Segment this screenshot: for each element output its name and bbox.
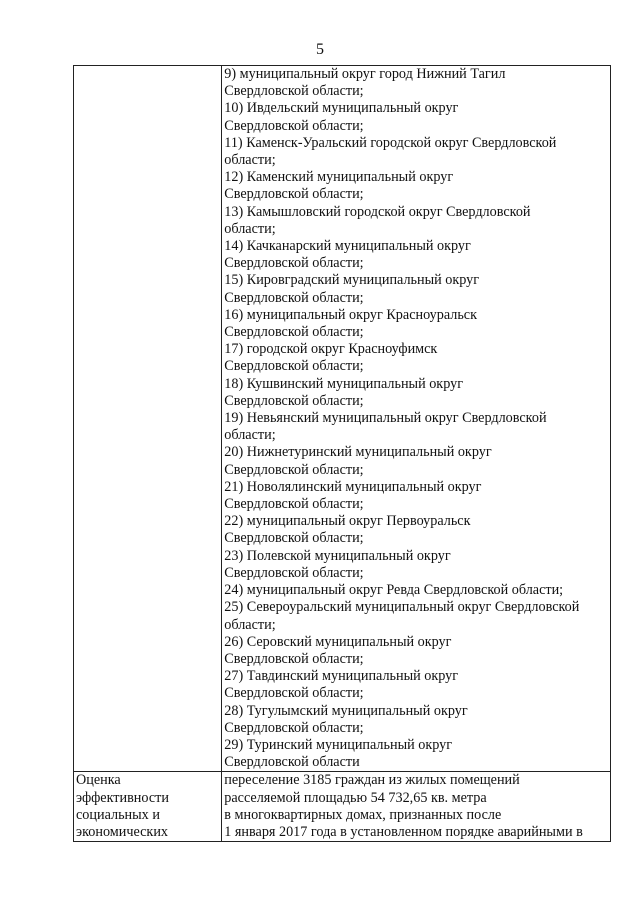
region-line: 25) Североуральский муниципальный округ Свердловской [224, 599, 580, 616]
region-line: 26) Серовский муниципальный округ [224, 633, 452, 650]
region-line: 11) Каменск-Уральский городской округ Свердловской [224, 134, 557, 151]
region-line: Свердловской области; [224, 117, 364, 134]
evaluation-label-line: социальных и [76, 806, 160, 823]
evaluation-label-cell [74, 772, 222, 842]
region-line: 21) Новолялинский муниципальный округ [224, 478, 482, 495]
region-line: Свердловской области; [224, 564, 364, 581]
region-line: 29) Туринский муниципальный округ [224, 736, 453, 753]
region-line: Свердловской области; [224, 358, 364, 375]
regions-label-cell [74, 66, 222, 772]
region-line: Свердловской области; [224, 685, 364, 702]
evaluation-label-line: Оценка [76, 772, 121, 789]
region-line: Свердловской области; [224, 289, 364, 306]
region-line: 12) Каменский муниципальный округ [224, 169, 454, 186]
region-line: области; [224, 220, 276, 237]
region-line: 23) Полевской муниципальный округ [224, 547, 451, 564]
region-line: 15) Кировградский муниципальный округ [224, 272, 480, 289]
region-line: 10) Ивдельский муниципальный округ [224, 100, 459, 117]
table-row-regions [74, 66, 611, 772]
region-line: области; [224, 616, 276, 633]
region-line: 16) муниципальный округ Красноуральск [224, 306, 477, 323]
region-line: Свердловской области; [224, 83, 364, 100]
region-line: 24) муниципальный округ Ревда Свердловской области; [224, 582, 564, 599]
document-table [73, 65, 611, 842]
evaluation-text-line: расселяемой площадью 54 732,65 кв. метра [224, 789, 487, 806]
region-line: Свердловской области; [224, 719, 364, 736]
evaluation-text-cell [222, 772, 611, 842]
region-line: Свердловской области; [224, 324, 364, 341]
regions-list-cell [222, 66, 611, 772]
region-line: Свердловской области; [224, 392, 364, 409]
region-line: Свердловской области; [224, 650, 364, 667]
evaluation-text-line: 1 января 2017 года в установленном порядке аварийными в [224, 823, 583, 840]
region-line: 27) Тавдинский муниципальный округ [224, 668, 459, 685]
region-line: Свердловской области; [224, 186, 364, 203]
region-line: Свердловской области; [224, 461, 364, 478]
evaluation-text-line: переселение 3185 граждан из жилых помещений [224, 772, 520, 789]
evaluation-text-line: в многоквартирных домах, признанных после [224, 806, 502, 823]
region-line: 18) Кушвинский муниципальный округ [224, 375, 464, 392]
region-line: 14) Качканарский муниципальный округ [224, 238, 471, 255]
region-line: Свердловской области; [224, 530, 364, 547]
region-line: 9) муниципальный округ город Нижний Тагил [224, 66, 506, 82]
region-line: 20) Нижнетуринский муниципальный округ [224, 444, 492, 461]
region-line: 13) Камышловский городской округ Свердловской [224, 203, 531, 220]
region-line: Свердловской области [224, 754, 360, 771]
region-line: 19) Невьянский муниципальный округ Свердловской [224, 410, 547, 427]
region-line: Свердловской области; [224, 496, 364, 513]
evaluation-label-line: экономических [76, 823, 169, 840]
region-line: 17) городской округ Красноуфимск [224, 341, 438, 358]
region-line: 28) Тугулымский муниципальный округ [224, 702, 468, 719]
evaluation-label-line: эффективности [76, 789, 169, 806]
region-line: Свердловской области; [224, 255, 364, 272]
region-line: области; [224, 152, 276, 169]
region-line: 22) муниципальный округ Первоуральск [224, 513, 471, 530]
page-number: 5 [316, 41, 324, 58]
table-row-evaluation [74, 772, 611, 842]
region-line: области; [224, 427, 276, 444]
